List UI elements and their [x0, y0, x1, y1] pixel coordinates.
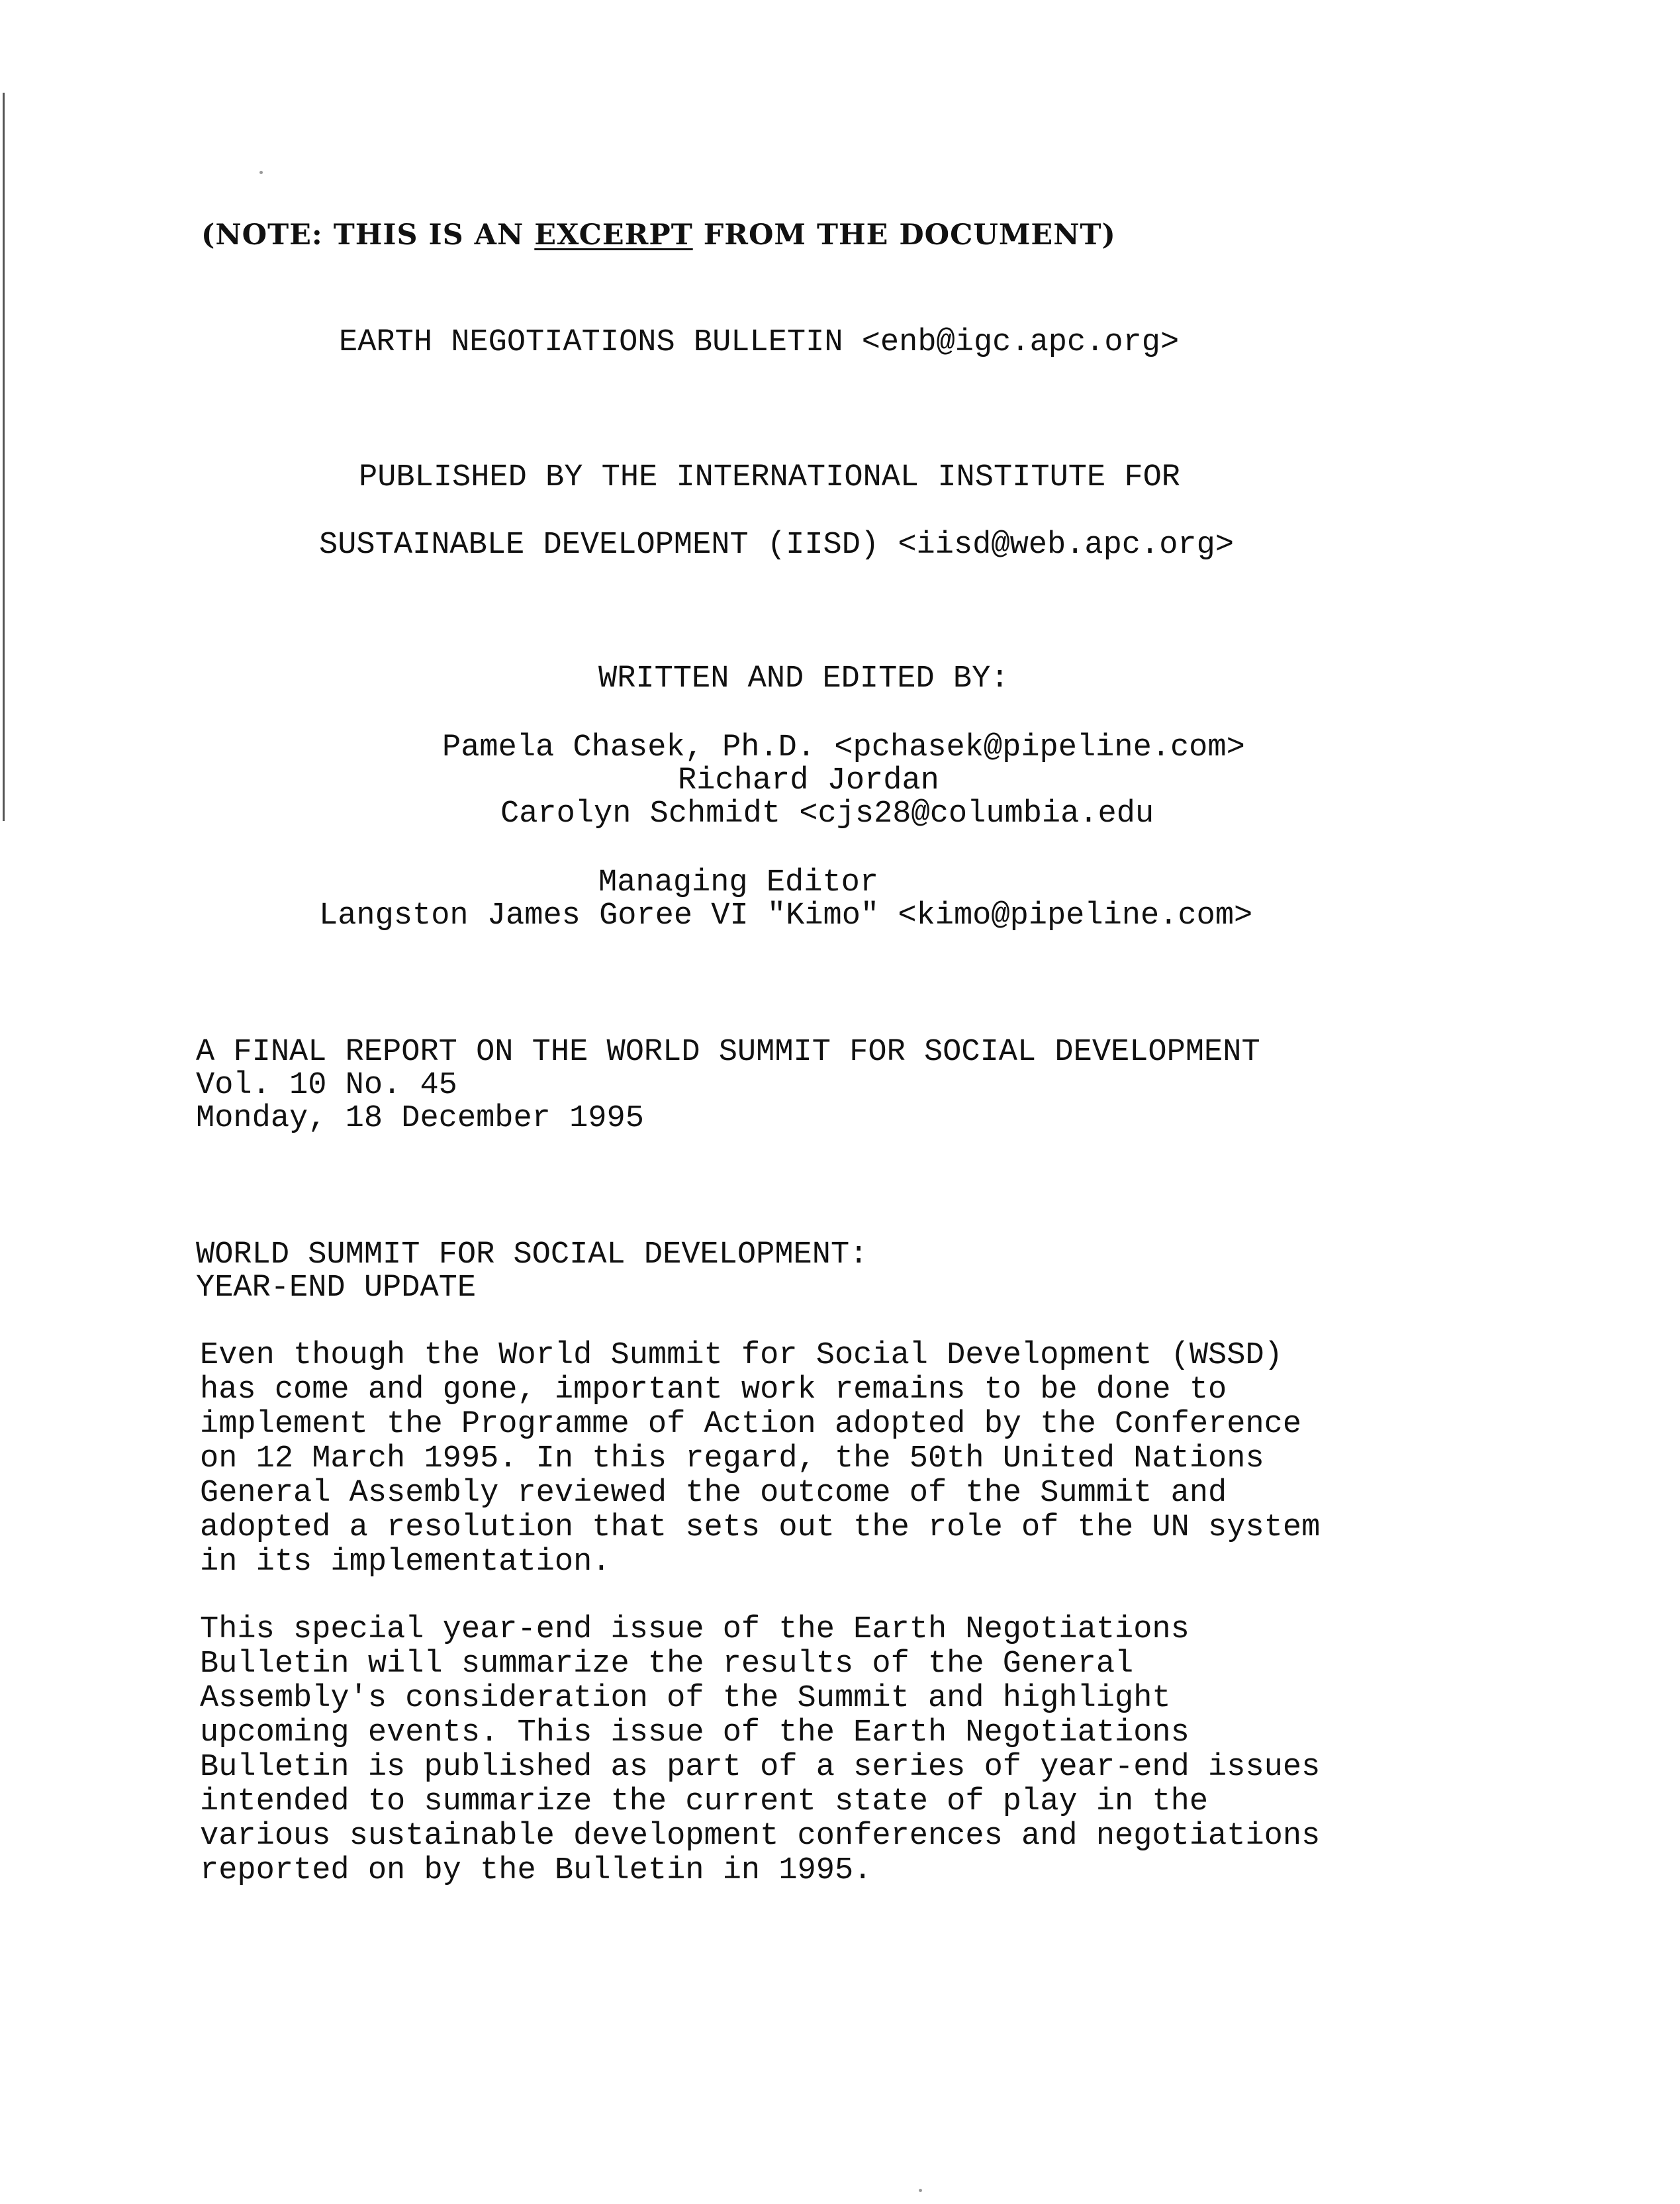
issue-title: A FINAL REPORT ON THE WORLD SUMMIT FOR SOCIAL DEVELOPMENT — [196, 1035, 1260, 1070]
section-heading-line-2: YEAR-END UPDATE — [196, 1270, 477, 1306]
author-3: Carolyn Schmidt <cjs28@columbia.edu — [500, 796, 1154, 832]
paragraph-line: reported on by the Bulletin in 1995. — [200, 1853, 872, 1888]
section-heading-line-1: WORLD SUMMIT FOR SOCIAL DEVELOPMENT: — [196, 1237, 868, 1272]
scan-speck — [919, 2189, 922, 2192]
paragraph-line: This special year-end issue of the Earth Negotiations — [200, 1612, 1190, 1647]
paragraph-line: implement the Programme of Action adopted by the Conference — [200, 1407, 1302, 1442]
excerpt-note — [201, 218, 1116, 252]
paragraph-line: Bulletin will summarize the results of the General — [200, 1647, 1134, 1682]
issue-date: Monday, 18 December 1995 — [196, 1101, 644, 1136]
bulletin-title: EARTH NEGOTIATIONS BULLETIN <enb@igc.apc.org> — [339, 325, 1180, 360]
paragraph-line: Assembly's consideration of the Summit and highlight — [200, 1681, 1171, 1716]
paragraph-line: has come and gone, important work remains to be done to — [200, 1372, 1227, 1408]
issue-volume: Vol. 10 No. 45 — [196, 1068, 457, 1103]
publisher-line-1: PUBLISHED BY THE INTERNATIONAL INSTITUTE FOR — [359, 460, 1181, 495]
paragraph-line: in its implementation. — [200, 1545, 611, 1580]
managing-editor-name: Langston James Goree VI "Kimo" <kimo@pipeline.com> — [319, 898, 1253, 934]
scan-speck — [259, 171, 263, 174]
managing-editor-label: Managing Editor — [598, 865, 879, 900]
credits-heading: WRITTEN AND EDITED BY: — [598, 661, 1009, 696]
paragraph-line: upcoming events. This issue of the Earth Negotiations — [200, 1715, 1190, 1750]
note-text-after: FROM THE DOCUMENT) — [692, 218, 1116, 252]
paragraph-line: General Assembly reviewed the outcome of the Summit and — [200, 1476, 1227, 1511]
note-underlined-word: EXCERPT — [534, 218, 693, 252]
paragraph-line: adopted a resolution that sets out the role of the UN system — [200, 1510, 1321, 1545]
publisher-line-2: SUSTAINABLE DEVELOPMENT (IISD) <iisd@web.apc.org> — [319, 528, 1235, 563]
paragraph-line: Bulletin is published as part of a series of year-end issues — [200, 1750, 1321, 1785]
author-1: Pamela Chasek, Ph.D. <pchasek@pipeline.com> — [442, 730, 1245, 765]
scan-edge-line — [3, 93, 5, 821]
note-text-before: (NOTE: THIS IS AN — [201, 218, 535, 252]
paragraph-line: on 12 March 1995. In this regard, the 50th United Nations — [200, 1441, 1264, 1476]
paragraph-line: intended to summarize the current state of play in the — [200, 1784, 1209, 1819]
author-2: Richard Jordan — [678, 763, 939, 798]
paragraph-line: various sustainable development conferences and negotiations — [200, 1819, 1321, 1854]
paragraph-line: Even though the World Summit for Social Development (WSSD) — [200, 1338, 1283, 1373]
